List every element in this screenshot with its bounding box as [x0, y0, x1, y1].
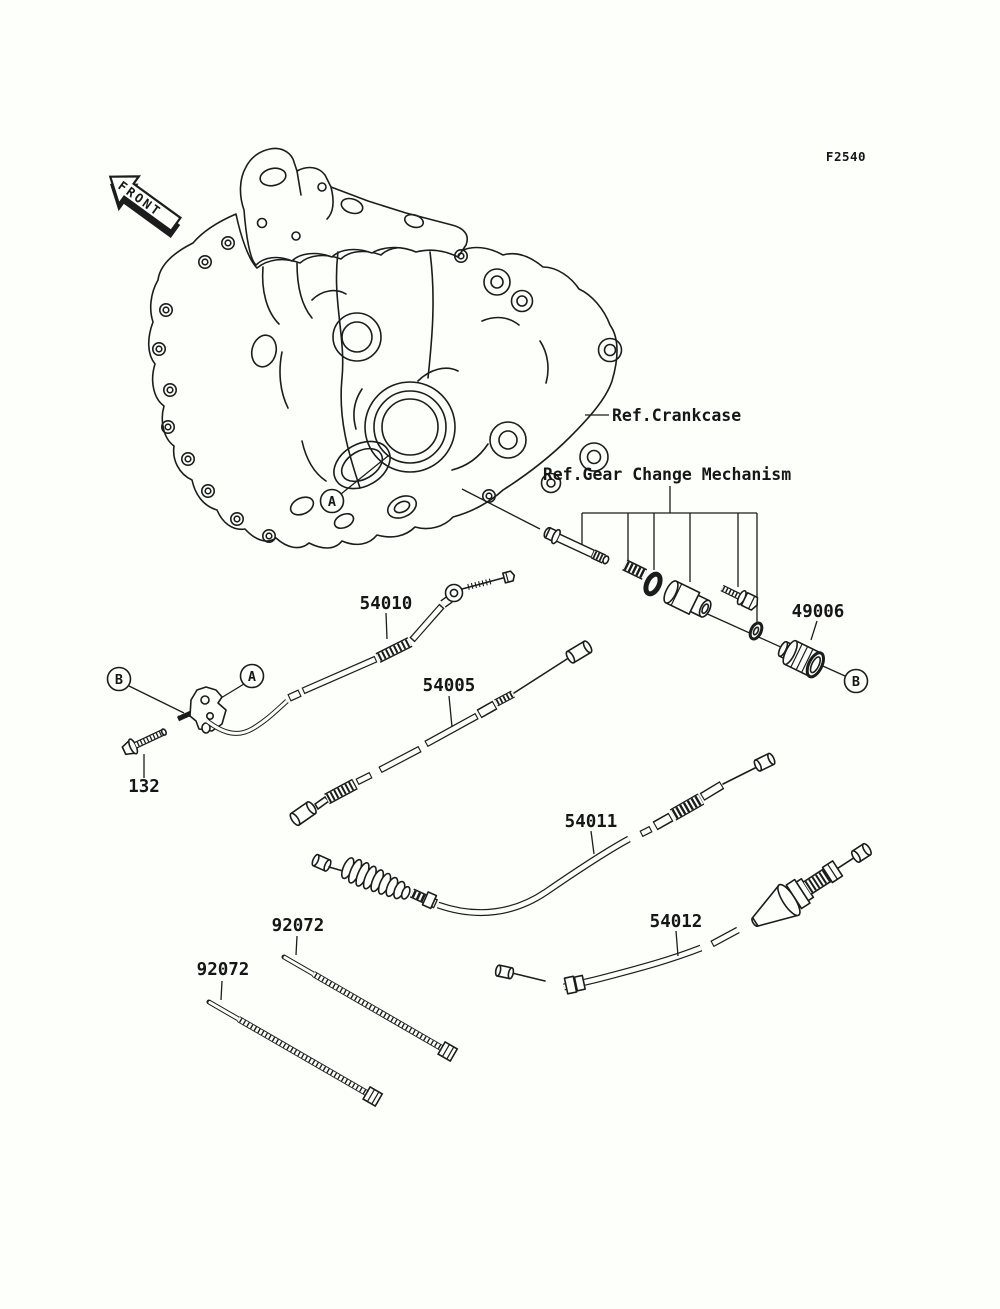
cable-54005 [289, 640, 594, 827]
front-direction-arrow [97, 163, 189, 245]
cable-barrel-end [495, 965, 515, 979]
ref-crankcase-callout [585, 406, 741, 425]
part-number-132: 132 [128, 777, 160, 797]
cable-barrel-end [311, 854, 332, 872]
part-number-54012: 54012 [649, 912, 703, 932]
svg-text:A: A [327, 494, 337, 510]
cable-54010 [178, 570, 516, 733]
part-number-92072-upper: 92072 [271, 916, 325, 936]
cable-clamp-fittings [564, 974, 585, 993]
label-leader-49006 [811, 621, 817, 640]
part-number-54005: 54005 [422, 676, 476, 696]
svg-text:B: B [114, 672, 124, 688]
cable-eyelet [446, 585, 463, 602]
cable-54011 [311, 752, 776, 912]
gear-change-parts [542, 525, 764, 641]
cable-ties-92072 [197, 916, 458, 1106]
part-number-54011: 54011 [564, 812, 618, 832]
part-number-54010: 54010 [359, 594, 413, 614]
crankcase-drawing [149, 148, 622, 548]
part-number-49006: 49006 [791, 602, 845, 622]
front-label: FRONT [115, 177, 165, 220]
svg-text:A: A [247, 669, 257, 685]
part-number-92072-lower: 92072 [196, 960, 250, 980]
ref-gear-change-label: Ref.Gear Change Mechanism [542, 465, 792, 484]
bolt-132-drawing [121, 724, 169, 758]
cable-adjuster-nut [503, 570, 516, 582]
o-ring [643, 572, 663, 596]
marker-b-cable-end [108, 668, 185, 714]
cable-tie-upper [281, 951, 458, 1061]
marker-a-cable-end [216, 665, 264, 702]
change-drum-collar [661, 579, 714, 621]
cable-barrel-end [289, 800, 318, 826]
cable-54012 [495, 833, 879, 994]
part-49006 [775, 602, 845, 679]
cable-barrel-end [565, 640, 594, 664]
boot-49006-drawing [775, 636, 827, 679]
marker-b-boot [845, 670, 868, 693]
cable-barrel-end [753, 752, 776, 772]
throttle-cable-cap [743, 833, 879, 939]
figure-code: F2540 [825, 149, 867, 164]
part-132 [121, 724, 169, 797]
svg-text:B: B [851, 674, 861, 690]
cable-tie-lower [206, 996, 383, 1106]
mechanism-bolt [719, 581, 761, 612]
ref-crankcase-label: Ref.Crankcase [612, 406, 742, 425]
cable-boot-accordion [339, 855, 414, 906]
spring [625, 565, 645, 575]
shift-shaft [542, 525, 611, 568]
